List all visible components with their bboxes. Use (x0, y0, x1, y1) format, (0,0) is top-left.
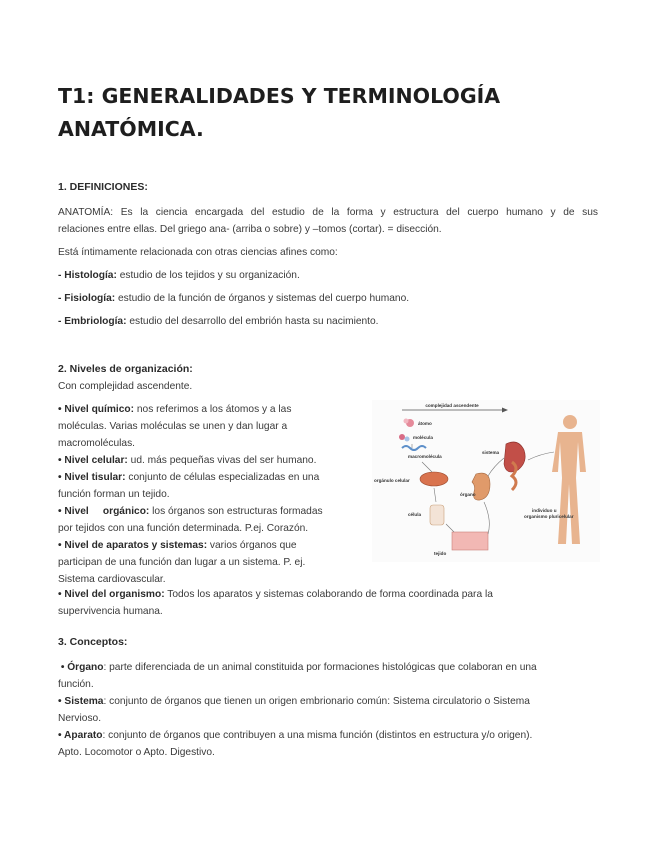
page-title (58, 80, 598, 146)
organization-levels-illustration (372, 400, 600, 562)
label-atomo: átomo (418, 421, 432, 426)
organico-text-1: los órganos son estructuras formadas (149, 506, 323, 517)
cell-shape (430, 505, 444, 525)
text-embriologia: estudio del desarrollo del embrión hasta su nacimiento. (126, 316, 379, 327)
organelle-shape (420, 472, 448, 486)
section-2-heading: 2. Niveles de organización: (58, 363, 193, 375)
term-histologia: - Histología: (58, 270, 117, 281)
term-embriologia: - Embriología: (58, 316, 127, 327)
level-organismo-line-1 (58, 586, 598, 603)
level-celular (58, 452, 358, 469)
quimico-text-1: nos referimos a los átomos y a las (134, 404, 292, 415)
concept-sistema-line-1 (58, 693, 598, 710)
tissue-shape (452, 532, 488, 550)
text-histologia: estudio de los tejidos y su organización. (116, 270, 300, 281)
term-organismo: • Nivel del organismo: (58, 589, 165, 600)
sistema-text-1: : conjunto de órganos que tienen un origen embrionario común: Sistema circulatorio o Sistema (103, 696, 530, 707)
human-head (563, 415, 577, 429)
list-item-embriologia (58, 313, 598, 330)
term-organico: • Nivel orgánico: (58, 506, 150, 517)
level-aparatos-line-3: Sistema cardiovascular. (58, 574, 166, 585)
term-sistema: • Sistema (58, 696, 104, 707)
label-molecula: molécula (413, 435, 433, 440)
list-item-histologia (58, 267, 598, 284)
molecule-shape-2 (405, 437, 410, 442)
organization-levels-figure (372, 400, 600, 562)
label-individuo-2: organismo pluricelular (524, 514, 574, 519)
level-aparatos-line-2: participan de una función dan lugar a un sistema. P. ej. (58, 557, 306, 568)
aparatos-text-1: varios órganos que (207, 540, 297, 551)
level-organico-line-1 (58, 503, 358, 520)
label-organo: órgano (460, 492, 476, 497)
organo-text-1: : parte diferenciada de un animal constituida por formaciones histológicas que colaboran en una (103, 662, 537, 673)
level-tisular-line-2: función forman un tejido. (58, 489, 170, 500)
molecule-shape (399, 434, 405, 440)
section-3-heading: 3. Conceptos: (58, 636, 128, 648)
term-tisular: • Nivel tisular: (58, 472, 126, 483)
label-macromolecula: macromolécula (408, 454, 442, 459)
level-organico-line-2: por tejidos con una función determinada. P.ej. Corazón. (58, 523, 309, 534)
term-quimico: • Nivel químico: (58, 404, 135, 415)
label-celula: célula (408, 512, 422, 517)
term-aparatos: • Nivel de aparatos y sistemas: (58, 540, 208, 551)
term-celular: • Nivel celular: (58, 455, 128, 466)
anatomia-definition-line-1: ANATOMÍA: Es la ciencia encargada del estudio de la forma y estructura del cuerpo humano y de sus (58, 207, 598, 218)
section-1-heading: 1. DEFINICIONES: (58, 181, 148, 193)
concept-organo-line-2: función. (58, 679, 94, 690)
related-sciences-intro: Está íntimamente relacionada con otras ciencias afines como: (58, 247, 338, 258)
concept-aparato-line-2: Apto. Locomotor o Apto. Digestivo. (58, 747, 215, 758)
concept-aparato-line-1 (58, 727, 598, 744)
level-quimico-line-2: moléculas. Varias moléculas se unen y dan lugar a (58, 421, 288, 432)
list-item-fisiologia (58, 290, 598, 307)
level-tisular-line-1 (58, 469, 358, 486)
complexity-arrow-label: complejidad ascendente (425, 403, 479, 408)
aparato-text-1: : conjunto de órganos que contribuyen a una misma función (distintos en estructura y/o origen). (102, 730, 533, 741)
label-organulo-celular: orgánulo celular (374, 478, 410, 483)
atom-shape-2 (404, 419, 409, 424)
term-aparato: • Aparato (58, 730, 103, 741)
organismo-text-1: Todos los aparatos y sistemas colaborando de forma coordinada para la (164, 589, 493, 600)
title-line-1: T1: GENERALIDADES Y TERMINOLOGÍA (58, 84, 501, 108)
text-fisiologia: estudio de la función de órganos y sistemas del cuerpo humano. (115, 293, 410, 304)
title-line-2: ANATÓMICA. (58, 117, 204, 141)
label-tejido: tejido (434, 551, 447, 556)
label-individuo-1: individuo u (532, 508, 557, 513)
concept-organo-line-1 (58, 659, 598, 676)
level-aparatos-line-1 (58, 537, 358, 554)
tisular-text-1: conjunto de células especializadas en una (125, 472, 320, 483)
celular-text: ud. más pequeñas vivas del ser humano. (127, 455, 317, 466)
level-quimico-line-1 (58, 401, 358, 418)
level-organismo-line-2: supervivencia humana. (58, 606, 163, 617)
term-fisiologia: - Fisiología: (58, 293, 116, 304)
label-sistema: sistema (482, 450, 500, 455)
section-2-subheading: Con complejidad ascendente. (58, 381, 193, 392)
term-organo: • Órgano (58, 662, 104, 673)
concept-sistema-line-2: Nervioso. (58, 713, 102, 724)
level-quimico-line-3: macromoléculas. (58, 438, 135, 449)
anatomia-definition-line-2: relaciones entre ellas. Del griego ana- (arriba o sobre) y –tomos (cortar). = disección. (58, 224, 442, 235)
